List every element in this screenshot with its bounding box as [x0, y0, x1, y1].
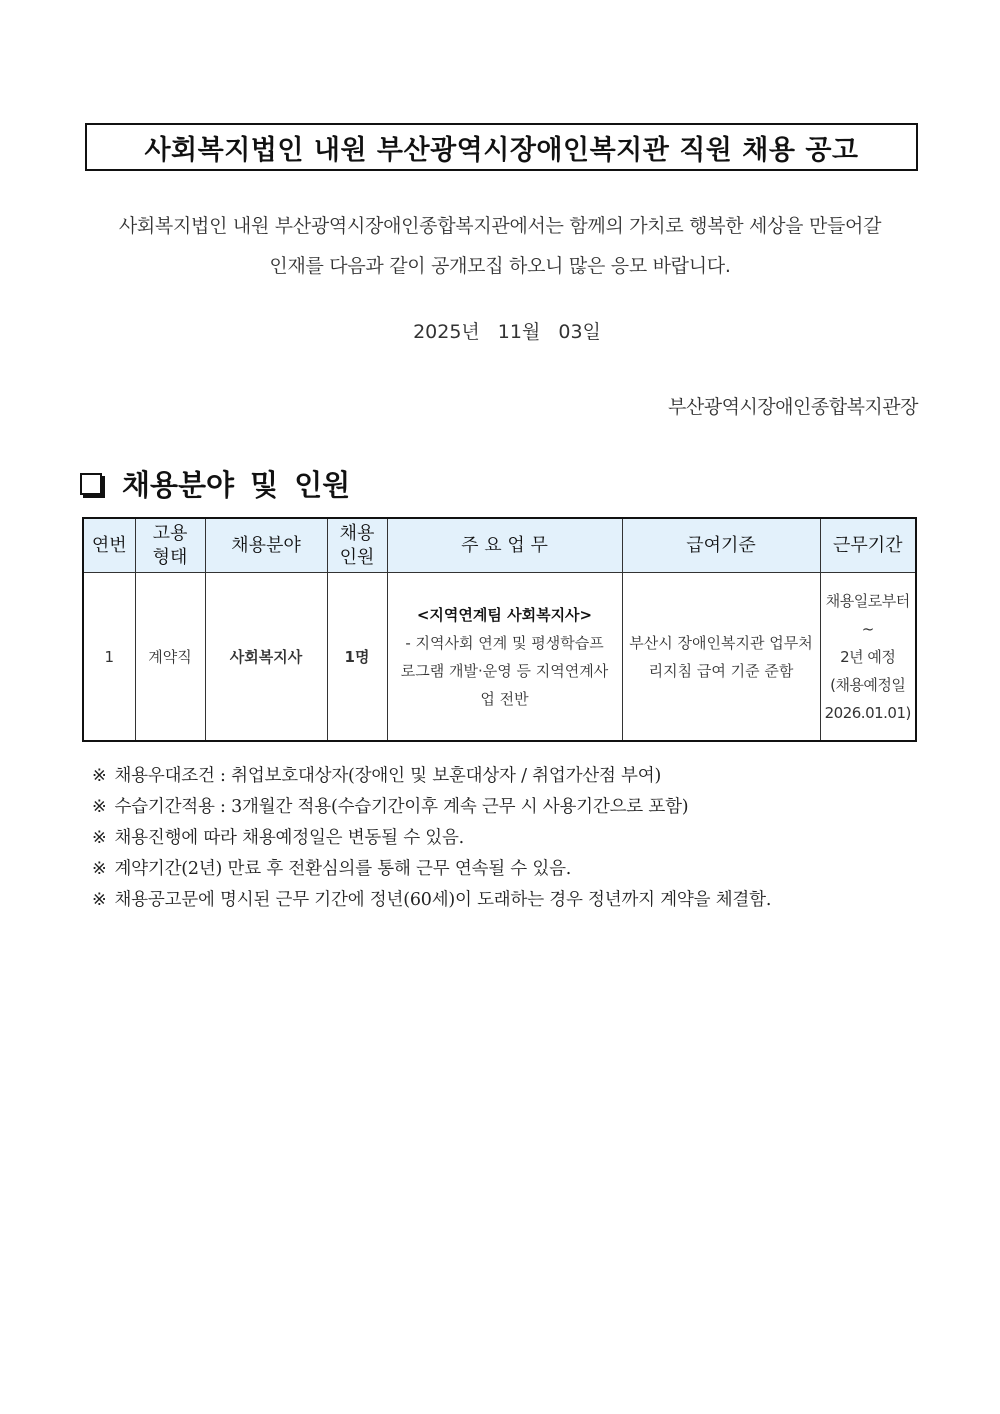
document-title: 사회복지법인 내원 부산광역시장애인복지관 직원 채용 공고: [85, 123, 918, 171]
header-duties: 주 요 업 무: [387, 518, 622, 573]
reference-mark-icon: ※: [92, 766, 107, 786]
header-salary: 급여기준: [622, 518, 820, 573]
notes-list: [92, 764, 771, 919]
duties-line-2: 로그램 개발·운영 등 지역연계사: [400, 661, 609, 680]
section-heading: [80, 463, 350, 504]
cell-field: 사회복지사: [205, 573, 327, 742]
note-item: [92, 764, 771, 795]
cell-headcount: 1명: [327, 573, 387, 742]
salary-line-2: 리지침 급여 기준 준함: [648, 661, 794, 680]
duties-title: <지역연계팀 사회복지사>: [416, 605, 593, 624]
reference-mark-icon: ※: [92, 828, 107, 848]
header-employment-type-l2: 형태: [152, 546, 188, 568]
recruitment-table: [82, 517, 917, 742]
note-text: 계약기간(2년) 만료 후 전환심의를 통해 근무 연속될 수 있음.: [114, 859, 572, 879]
reference-mark-icon: ※: [92, 859, 107, 879]
issuer-name: 부산광역시장애인종합복지관장: [668, 396, 918, 418]
header-employment-type-l1: 고용: [152, 522, 188, 544]
cell-employment-type: 계약직: [135, 573, 205, 742]
note-item: [92, 857, 771, 888]
announcement-date: 2025년 11월 03일: [413, 321, 601, 343]
intro-text-line-2: 인재를 다음과 같이 공개모집 하오니 많은 응모 바랍니다.: [269, 255, 731, 277]
header-headcount: [327, 518, 387, 573]
period-line-2: ~: [861, 619, 874, 638]
duties-line-1: - 지역사회 연계 및 평생학습프: [405, 633, 604, 652]
checkbox-square-icon: [80, 473, 102, 495]
note-item: [92, 888, 771, 919]
reference-mark-icon: ※: [92, 890, 107, 910]
note-text: 수습기간적용 : 3개월간 적용(수습기간이후 계속 근무 시 사용기간으로 포함): [114, 797, 689, 817]
period-line-3: 2년 예정: [840, 647, 896, 666]
header-period: 근무기간: [820, 518, 916, 573]
header-headcount-l1: 채용: [339, 522, 375, 544]
header-no: 연번: [83, 518, 135, 573]
table-row: [83, 573, 916, 742]
duties-line-3: 업 전반: [480, 689, 529, 708]
cell-duties: [387, 573, 622, 742]
period-line-4: (채용예정일: [830, 675, 906, 694]
note-item: [92, 826, 771, 857]
intro-text-line-1: 사회복지법인 내원 부산광역시장애인종합복지관에서는 함께의 가치로 행복한 세상을 만들어갈: [118, 215, 882, 237]
section-heading-text: 채용분야 및 인원: [122, 468, 351, 502]
header-field: 채용분야: [205, 518, 327, 573]
table-header-row: [83, 518, 916, 573]
header-employment-type: [135, 518, 205, 573]
note-item: [92, 795, 771, 826]
cell-salary: [622, 573, 820, 742]
period-line-1: 채용일로부터: [825, 591, 910, 610]
period-line-5: 2026.01.01): [824, 703, 911, 722]
cell-no: 1: [83, 573, 135, 742]
reference-mark-icon: ※: [92, 797, 107, 817]
header-headcount-l2: 인원: [339, 546, 375, 568]
note-text: 채용공고문에 명시된 근무 기간에 정년(60세)이 도래하는 경우 정년까지 계약을 체결함.: [114, 890, 772, 910]
salary-line-1: 부산시 장애인복지관 업무처: [629, 633, 813, 652]
cell-period: [820, 573, 916, 742]
note-text: 채용진행에 따라 채용예정일은 변동될 수 있음.: [114, 828, 465, 848]
note-text: 채용우대조건 : 취업보호대상자(장애인 및 보훈대상자 / 취업가산점 부여): [114, 766, 662, 786]
